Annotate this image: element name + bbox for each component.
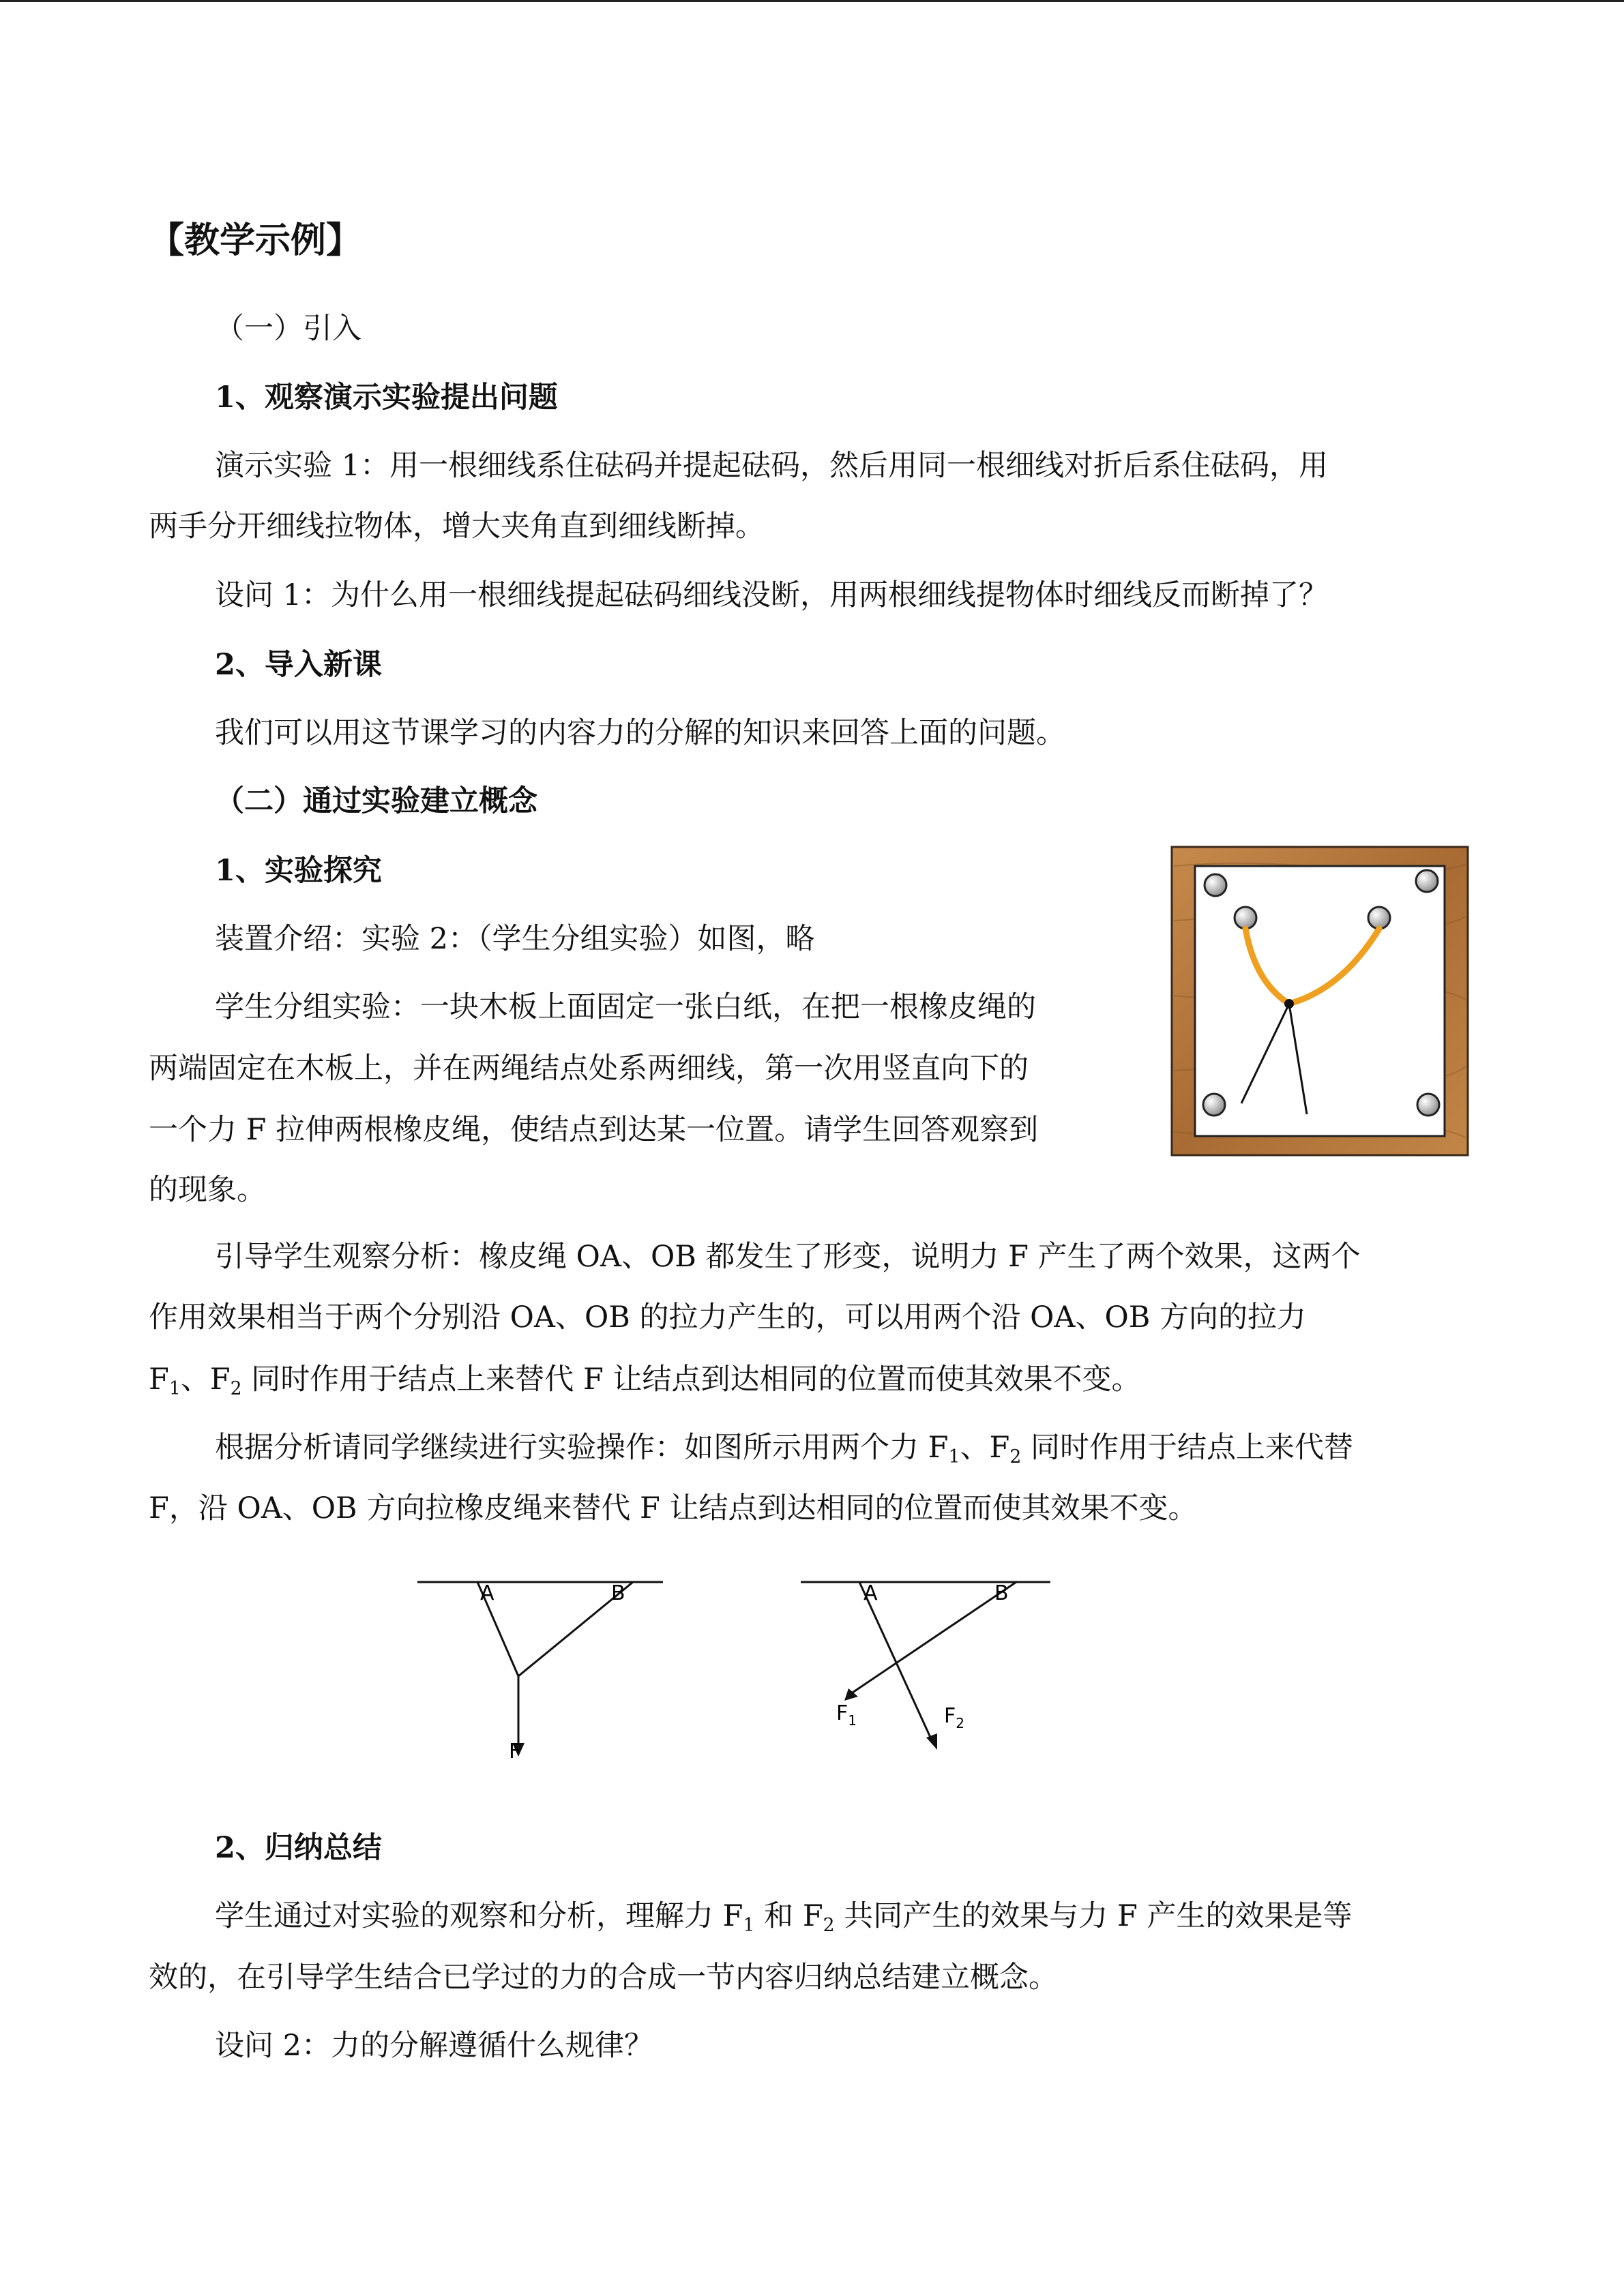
force-diagram-components <box>791 1568 1064 1773</box>
operation-paragraph-line2: F，沿 OA、OB 方向拉橡皮绳来替代 F 让结点到达相同的位置而使其效果不变。 <box>149 1491 1198 1525</box>
pin-icon <box>1416 870 1438 892</box>
force-diagram-single <box>409 1568 668 1773</box>
board-apparatus-figure <box>1170 846 1469 1157</box>
group-paragraph-line2: 两端固定在木板上，并在两绳结点处系两细线，第一次用竖直向下的 <box>149 1052 1029 1086</box>
group-paragraph-line4: 的现象。 <box>149 1173 266 1207</box>
question-2: 设问 2：力的分解遵循什么规律？ <box>215 2029 654 2063</box>
force-f2-arrow <box>859 1582 932 1740</box>
label-a: A <box>863 1581 878 1605</box>
label-b: B <box>611 1581 625 1605</box>
white-paper <box>1195 866 1445 1136</box>
top-border <box>0 0 1624 2</box>
knot-point <box>1284 999 1294 1009</box>
device-intro: 装置介绍：实验 2：（学生分组实验）如图，略 <box>215 922 815 956</box>
section-title-concept: （二）通过实验建立概念 <box>215 784 537 818</box>
question-1: 设问 1：为什么用一根细线提起砝码细线没断，用两根细线提物体时细线反而断掉了？ <box>215 578 1329 612</box>
arrowhead-icon <box>926 1733 937 1750</box>
subsection-experiment: 1、实验探究 <box>215 854 382 888</box>
intro-paragraph: 我们可以用这节课学习的内容力的分解的知识来回答上面的问题。 <box>215 716 1065 750</box>
pin-icon <box>1205 874 1226 896</box>
subsection-observe: 1、观察演示实验提出问题 <box>215 381 558 415</box>
pin-icon <box>1235 907 1256 929</box>
section-title-intro: （一）引入 <box>215 312 361 346</box>
demo-paragraph-line2: 两手分开细线拉物体，增大夹角直到细线断掉。 <box>149 509 765 543</box>
pin-icon <box>1368 907 1390 929</box>
pin-icon <box>1417 1094 1439 1116</box>
label-f: F <box>509 1740 521 1763</box>
guide-paragraph-line2: 作用效果相当于两个分别沿 OA、OB 的拉力产生的，可以用两个沿 OA、OB 方向的拉力 <box>149 1300 1306 1335</box>
operation-paragraph-line1: 根据分析请同学继续进行实验操作：如图所示用两个力 $F_1$、$F_2$ 同时作用于结点上来代替 <box>215 1431 1353 1467</box>
subsection-summary: 2、归纳总结 <box>215 1831 382 1865</box>
group-paragraph-line1: 学生分组实验：一块木板上面固定一张白纸，在把一根橡皮绳的 <box>215 990 1036 1024</box>
demo-paragraph-line1: 演示实验 1：用一根细线系住砝码并提起砝码，然后用同一根细线对折后系住砝码，用 <box>215 449 1329 483</box>
pin-icon <box>1203 1094 1225 1116</box>
guide-paragraph-line3: $F_1$、$F_2$ 同时作用于结点上来替代 F 让结点到达相同的位置而使其效果不变。 <box>149 1362 1141 1399</box>
summary-paragraph-line1: 学生通过对实验的观察和分析，理解力 $F_1$ 和 $F_2$ 共同产生的效果与力 F 产生的效果是等 <box>215 1899 1353 1936</box>
summary-paragraph-line2: 效的，在引导学生结合已学过的力的合成一节内容归纳总结建立概念。 <box>149 1960 1058 1995</box>
page-heading: 【教学示例】 <box>149 220 362 261</box>
label-f1: $F_1$ <box>836 1701 857 1729</box>
label-b: B <box>994 1581 1009 1605</box>
label-a: A <box>480 1581 494 1605</box>
subsection-new-lesson: 2、导入新课 <box>215 648 382 682</box>
guide-paragraph-line1: 引导学生观察分析：橡皮绳 OA、OB 都发生了形变，说明力 F 产生了两个效果，这两个 <box>215 1240 1361 1274</box>
label-f2: $F_2$ <box>944 1704 964 1731</box>
group-paragraph-line3: 一个力 F 拉伸两根橡皮绳，使结点到达某一位置。请学生回答观察到 <box>149 1113 1039 1147</box>
